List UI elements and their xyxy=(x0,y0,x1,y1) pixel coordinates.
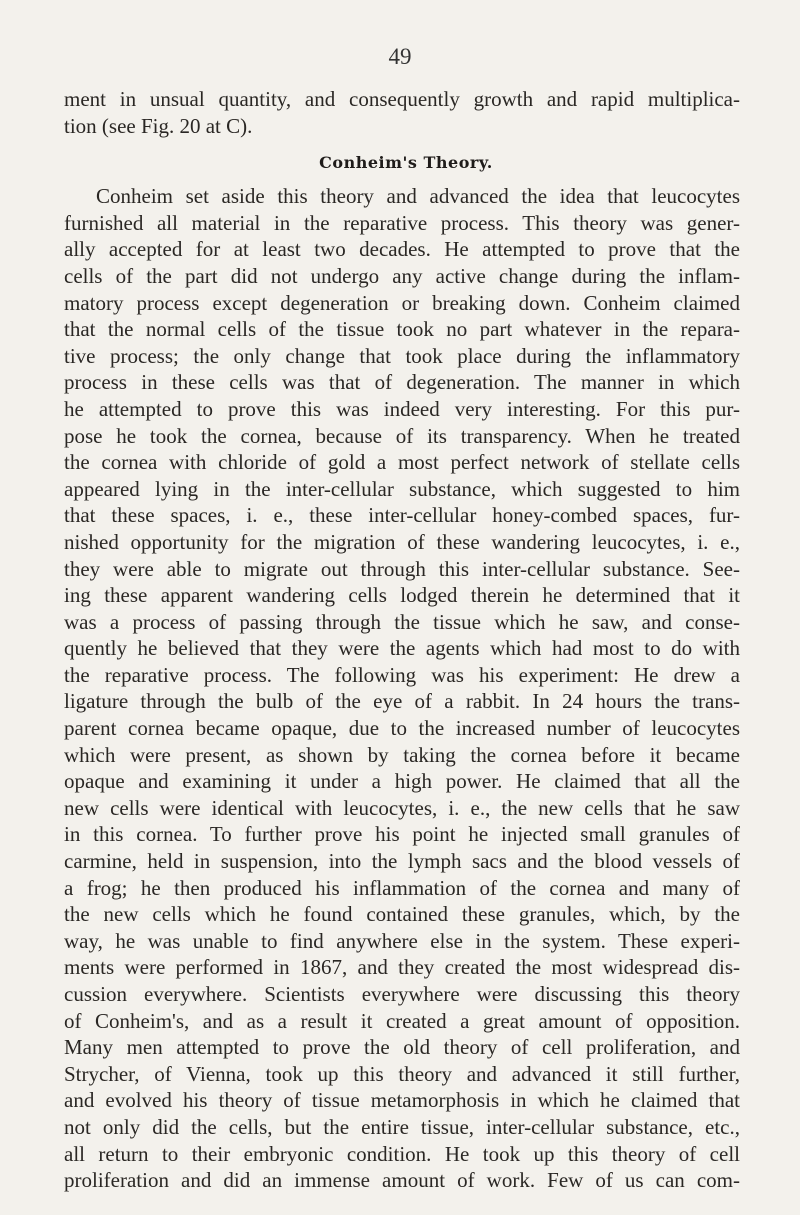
text-line: opaque and examining it under a high power. He claimed that all the xyxy=(64,769,740,794)
text-line: ally accepted for at least two decades. He attempted to prove that the xyxy=(64,237,740,262)
text-line: new cells were identical with leucocytes, i. e., the new cells that he saw xyxy=(64,795,740,820)
text-line: and evolved his theory of tissue metamorphosis in which he claimed that xyxy=(64,1088,740,1113)
text-line: that these spaces, i. e., these inter-cellular honey-combed spaces, fur- xyxy=(64,503,740,528)
text-line: all return to their embryonic condition. He took up this theory of cell xyxy=(64,1141,740,1166)
text-line: cussion everywhere. Scientists everywhere were discussing this theory xyxy=(64,982,740,1006)
text-line: that the normal cells of the tissue took no part whatever in the repara- xyxy=(64,317,740,342)
text-line: proliferation and did an immense amount of work. Few of us can com- xyxy=(64,1168,740,1193)
text-line: ing these apparent wandering cells lodged therein he determined that it xyxy=(64,583,740,608)
section-heading: Conheim's Theory. xyxy=(319,153,493,173)
text-line: process in these cells was that of degeneration. The manner in which xyxy=(64,370,740,395)
text-line: in this cornea. To further prove his point he injected small granules of xyxy=(64,822,740,847)
text-line: Many men attempted to prove the old theory of cell proliferation, and xyxy=(64,1035,740,1060)
text-line: he attempted to prove this was indeed very interesting. For this pur- xyxy=(64,396,740,421)
text-line: ments were performed in 1867, and they created the most widespread dis- xyxy=(64,955,740,980)
text-line: of Conheim's, and as a result it created a great amount of opposition. xyxy=(64,1008,740,1033)
text-line: cells of the part did not undergo any active change during the inflam- xyxy=(64,263,740,288)
top-paragraph xyxy=(64,86,740,139)
text-line: furnished all material in the reparative process. This theory was gener- xyxy=(64,210,740,235)
text-line: the reparative process. The following was his experiment: He drew a xyxy=(64,662,740,687)
text-line: nished opportunity for the migration of these wandering leucocytes, i. e., xyxy=(64,529,740,554)
text-line: parent cornea became opaque, due to the increased number of leucocytes xyxy=(64,716,740,741)
text-line: they were able to migrate out through this inter-cellular substance. See- xyxy=(64,556,740,581)
page-number: 49 xyxy=(388,44,412,69)
text-line: carmine, held in suspension, into the lymph sacs and the blood vessels of xyxy=(64,849,740,874)
text-line: the new cells which he found contained these granules, which, by the xyxy=(64,902,740,927)
text-line: ment in unsual quantity, and consequently growth and rapid multiplica- xyxy=(64,87,740,111)
text-line: which were present, as shown by taking the cornea before it became xyxy=(64,742,740,767)
text-line: a frog; he then produced his inflammation of the cornea and many of xyxy=(64,875,740,900)
main-paragraph xyxy=(64,183,740,1194)
text-line: pose he took the cornea, because of its transparency. When he treated xyxy=(64,423,740,448)
body-text xyxy=(64,86,740,1194)
text-line: tive process; the only change that took place during the inflammatory xyxy=(64,343,740,368)
text-line: ligature through the bulb of the eye of a rabbit. In 24 hours the trans- xyxy=(64,689,740,714)
text-line: matory process except degeneration or breaking down. Conheim claimed xyxy=(64,290,740,315)
text-line: Strycher, of Vienna, took up this theory and advanced it still further, xyxy=(64,1061,740,1086)
text-line: not only did the cells, but the entire tissue, inter-cellular substance, etc., xyxy=(64,1114,740,1139)
text-line: tion (see Fig. 20 at C). xyxy=(64,113,253,138)
text-line: way, he was unable to find anywhere else in the system. These experi- xyxy=(64,928,740,953)
text-line: appeared lying in the inter-cellular substance, which suggested to him xyxy=(64,476,740,501)
text-line: Conheim set aside this theory and advanced the idea that leucocytes xyxy=(96,184,740,209)
text-line: the cornea with chloride of gold a most perfect network of stellate cells xyxy=(64,450,740,475)
text-line: quently he believed that they were the agents which had most to do with xyxy=(64,636,740,661)
text-line: was a process of passing through the tissue which he saw, and conse- xyxy=(64,609,740,634)
